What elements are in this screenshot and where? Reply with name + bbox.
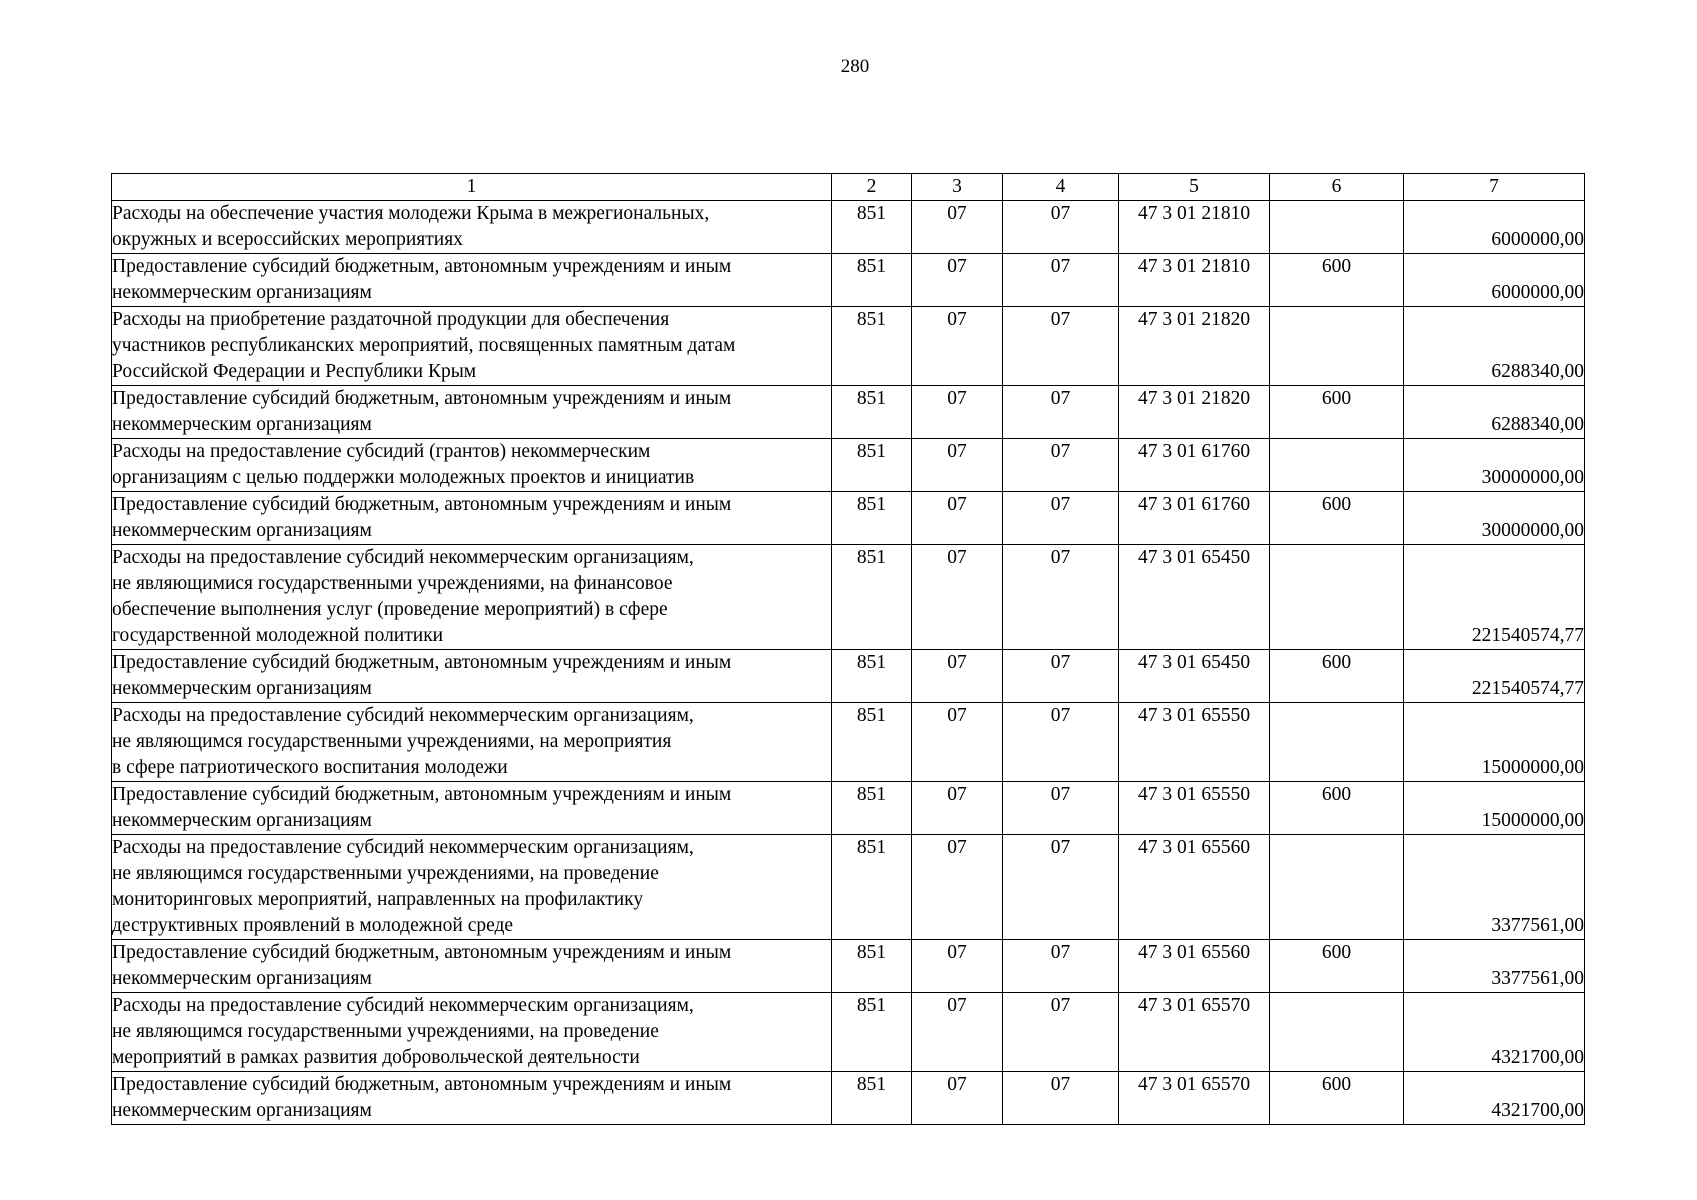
expense-type-cell <box>1270 993 1404 1072</box>
ministry-code-cell: 851 <box>832 650 912 703</box>
ministry-code-cell: 851 <box>832 492 912 545</box>
section-code-cell: 07 <box>912 650 1003 703</box>
section-code-cell: 07 <box>912 201 1003 254</box>
subsection-code-cell: 07 <box>1003 993 1119 1072</box>
subsection-code-cell: 07 <box>1003 650 1119 703</box>
table-row <box>112 254 1585 307</box>
target-article-cell: 47 3 01 21820 <box>1119 307 1270 386</box>
section-code-cell: 07 <box>912 254 1003 307</box>
expense-name-cell: Предоставление субсидий бюджетным, автономным учреждениям и иным некоммерческим организациям <box>112 782 832 835</box>
amount-cell: 6288340,00 <box>1404 386 1585 439</box>
ministry-code-cell: 851 <box>832 201 912 254</box>
expense-name-cell: Расходы на предоставление субсидий (грантов) некоммерческим организациям с целью поддержки молодежных проектов и инициатив <box>112 439 832 492</box>
expense-type-cell <box>1270 545 1404 650</box>
subsection-code-cell: 07 <box>1003 703 1119 782</box>
section-code-cell: 07 <box>912 703 1003 782</box>
subsection-code-cell: 07 <box>1003 835 1119 940</box>
expense-name-cell: Предоставление субсидий бюджетным, автономным учреждениям и иным некоммерческим организациям <box>112 940 832 993</box>
ministry-code-cell: 851 <box>832 1072 912 1125</box>
subsection-code-cell: 07 <box>1003 201 1119 254</box>
target-article-cell: 47 3 01 65450 <box>1119 545 1270 650</box>
header-col-3: 3 <box>912 174 1003 201</box>
amount-cell: 30000000,00 <box>1404 492 1585 545</box>
expense-name-cell: Расходы на предоставление субсидий некоммерческим организациям, не являющимися государственными учреждениями, на финансовое обеспечение выполнения услуг (проведение мероприятий) в сфере государственной молодежной политики <box>112 545 832 650</box>
target-article-cell: 47 3 01 65570 <box>1119 1072 1270 1125</box>
subsection-code-cell: 07 <box>1003 545 1119 650</box>
table-row <box>112 492 1585 545</box>
section-code-cell: 07 <box>912 940 1003 993</box>
section-code-cell: 07 <box>912 545 1003 650</box>
ministry-code-cell: 851 <box>832 545 912 650</box>
ministry-code-cell: 851 <box>832 439 912 492</box>
target-article-cell: 47 3 01 65550 <box>1119 782 1270 835</box>
expense-type-cell: 600 <box>1270 1072 1404 1125</box>
section-code-cell: 07 <box>912 492 1003 545</box>
expense-name-cell: Расходы на предоставление субсидий некоммерческим организациям, не являющимся государственными учреждениями, на мероприятия в сфере патриотического воспитания молодежи <box>112 703 832 782</box>
section-code-cell: 07 <box>912 439 1003 492</box>
page-number: 280 <box>840 56 870 77</box>
section-code-cell: 07 <box>912 307 1003 386</box>
section-code-cell: 07 <box>912 993 1003 1072</box>
header-col-7: 7 <box>1404 174 1585 201</box>
expense-type-cell: 600 <box>1270 782 1404 835</box>
expense-name-cell: Предоставление субсидий бюджетным, автономным учреждениям и иным некоммерческим организациям <box>112 650 832 703</box>
expense-name-cell: Предоставление субсидий бюджетным, автономным учреждениям и иным некоммерческим организациям <box>112 492 832 545</box>
ministry-code-cell: 851 <box>832 254 912 307</box>
subsection-code-cell: 07 <box>1003 439 1119 492</box>
amount-cell: 15000000,00 <box>1404 782 1585 835</box>
budget-table <box>111 173 1585 1125</box>
header-col-5: 5 <box>1119 174 1270 201</box>
target-article-cell: 47 3 01 21820 <box>1119 386 1270 439</box>
subsection-code-cell: 07 <box>1003 254 1119 307</box>
amount-cell: 30000000,00 <box>1404 439 1585 492</box>
expense-name-cell: Предоставление субсидий бюджетным, автономным учреждениям и иным некоммерческим организациям <box>112 386 832 439</box>
ministry-code-cell: 851 <box>832 307 912 386</box>
amount-cell: 4321700,00 <box>1404 1072 1585 1125</box>
expense-type-cell: 600 <box>1270 254 1404 307</box>
header-row <box>112 174 1585 201</box>
ministry-code-cell: 851 <box>832 386 912 439</box>
expense-name-cell: Предоставление субсидий бюджетным, автономным учреждениям и иным некоммерческим организациям <box>112 1072 832 1125</box>
section-code-cell: 07 <box>912 835 1003 940</box>
amount-cell: 4321700,00 <box>1404 993 1585 1072</box>
table-row <box>112 940 1585 993</box>
section-code-cell: 07 <box>912 1072 1003 1125</box>
subsection-code-cell: 07 <box>1003 940 1119 993</box>
subsection-code-cell: 07 <box>1003 307 1119 386</box>
ministry-code-cell: 851 <box>832 703 912 782</box>
expense-name-cell: Расходы на предоставление субсидий некоммерческим организациям, не являющимся государственными учреждениями, на проведение мероприятий в рамках развития добровольческой деятельности <box>112 993 832 1072</box>
target-article-cell: 47 3 01 61760 <box>1119 492 1270 545</box>
amount-cell: 6288340,00 <box>1404 307 1585 386</box>
target-article-cell: 47 3 01 65570 <box>1119 993 1270 1072</box>
expense-name-cell: Предоставление субсидий бюджетным, автономным учреждениям и иным некоммерческим организациям <box>112 254 832 307</box>
amount-cell: 3377561,00 <box>1404 835 1585 940</box>
ministry-code-cell: 851 <box>832 993 912 1072</box>
amount-cell: 221540574,77 <box>1404 545 1585 650</box>
target-article-cell: 47 3 01 65560 <box>1119 835 1270 940</box>
section-code-cell: 07 <box>912 782 1003 835</box>
subsection-code-cell: 07 <box>1003 782 1119 835</box>
target-article-cell: 47 3 01 65560 <box>1119 940 1270 993</box>
amount-cell: 3377561,00 <box>1404 940 1585 993</box>
ministry-code-cell: 851 <box>832 940 912 993</box>
header-col-2: 2 <box>832 174 912 201</box>
table-row <box>112 439 1585 492</box>
table-row <box>112 650 1585 703</box>
subsection-code-cell: 07 <box>1003 492 1119 545</box>
header-col-1: 1 <box>112 174 832 201</box>
table-row <box>112 307 1585 386</box>
target-article-cell: 47 3 01 65450 <box>1119 650 1270 703</box>
expense-type-cell: 600 <box>1270 940 1404 993</box>
expense-type-cell <box>1270 307 1404 386</box>
amount-cell: 6000000,00 <box>1404 254 1585 307</box>
subsection-code-cell: 07 <box>1003 386 1119 439</box>
table-row <box>112 993 1585 1072</box>
ministry-code-cell: 851 <box>832 835 912 940</box>
expense-type-cell <box>1270 439 1404 492</box>
target-article-cell: 47 3 01 61760 <box>1119 439 1270 492</box>
header-col-4: 4 <box>1003 174 1119 201</box>
expense-name-cell: Расходы на обеспечение участия молодежи Крыма в межрегиональных, окружных и всероссийских мероприятиях <box>112 201 832 254</box>
table-row <box>112 835 1585 940</box>
header-col-6: 6 <box>1270 174 1404 201</box>
expense-type-cell: 600 <box>1270 386 1404 439</box>
target-article-cell: 47 3 01 21810 <box>1119 254 1270 307</box>
expense-name-cell: Расходы на предоставление субсидий некоммерческим организациям, не являющимся государственными учреждениями, на проведение мониторинговых мероприятий, направленных на профилактику деструктивных проявлений в молодежной среде <box>112 835 832 940</box>
ministry-code-cell: 851 <box>832 782 912 835</box>
expense-type-cell: 600 <box>1270 650 1404 703</box>
amount-cell: 6000000,00 <box>1404 201 1585 254</box>
section-code-cell: 07 <box>912 386 1003 439</box>
table-row <box>112 703 1585 782</box>
target-article-cell: 47 3 01 65550 <box>1119 703 1270 782</box>
amount-cell: 15000000,00 <box>1404 703 1585 782</box>
table-row <box>112 201 1585 254</box>
expense-type-cell: 600 <box>1270 492 1404 545</box>
expense-name-cell: Расходы на приобретение раздаточной продукции для обеспечения участников республиканских мероприятий, посвященных памятным датам Российской Федерации и Республики Крым <box>112 307 832 386</box>
amount-cell: 221540574,77 <box>1404 650 1585 703</box>
expense-type-cell <box>1270 835 1404 940</box>
target-article-cell: 47 3 01 21810 <box>1119 201 1270 254</box>
table-body <box>112 201 1585 1125</box>
table-row <box>112 386 1585 439</box>
expense-type-cell <box>1270 703 1404 782</box>
subsection-code-cell: 07 <box>1003 1072 1119 1125</box>
table-row <box>112 782 1585 835</box>
table-row <box>112 1072 1585 1125</box>
table-row <box>112 545 1585 650</box>
expense-type-cell <box>1270 201 1404 254</box>
